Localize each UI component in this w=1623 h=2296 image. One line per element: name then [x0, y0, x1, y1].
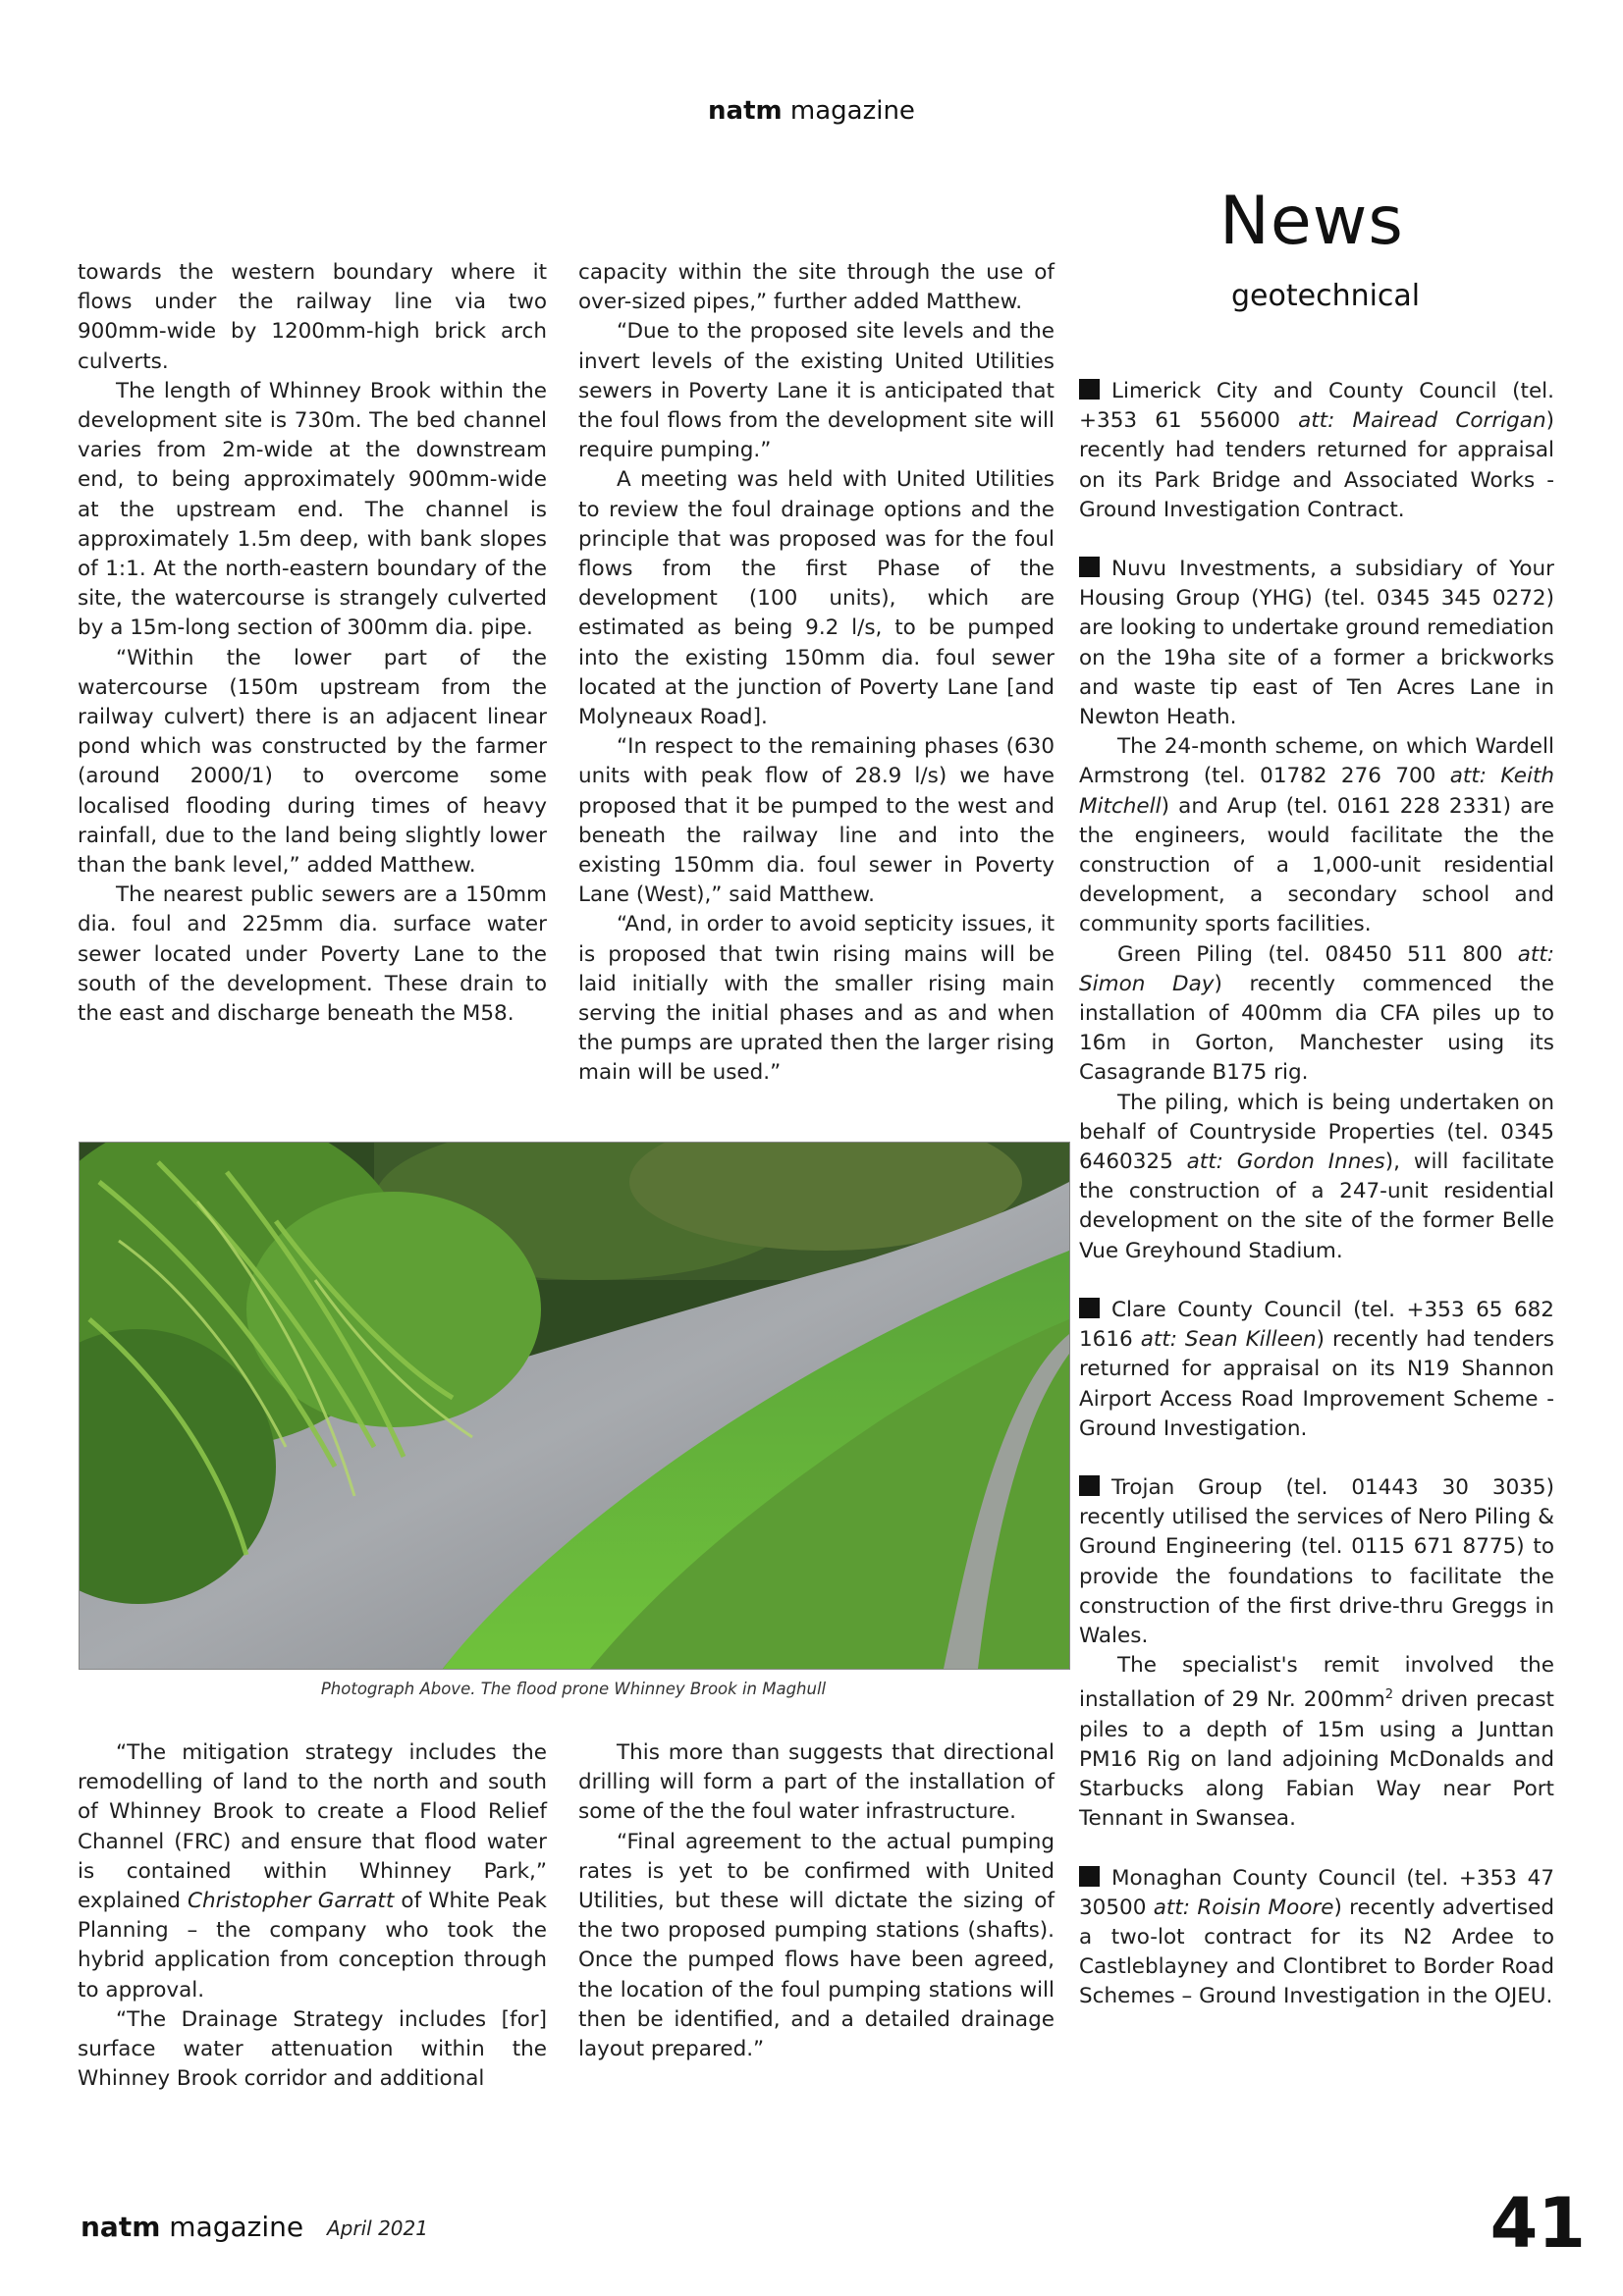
- contact-name: att: Sean Killeen: [1140, 1327, 1317, 1353]
- article-paragraph: The nearest public sewers are a 150mm dia. foul and 225mm dia. surface water sewer located under Poverty Lane to the south of the development. These drain to the east and discharge beneath the M58.: [78, 882, 547, 1027]
- square-bullet-icon: [1079, 1866, 1100, 1887]
- contact-name: att: Roisin Moore: [1153, 1895, 1334, 1920]
- news-text: driven precast piles to a depth of 15m using a Junttan PM16 Rig on land adjoining McDonalds and Starbucks along Fabian Way near Port Tennant in Swansea.: [1079, 1687, 1554, 1832]
- news-item-clare: [1079, 1296, 1554, 1444]
- contact-name: att: Gordon Innes: [1186, 1149, 1385, 1175]
- contact-name: att: Mairead Corrigan: [1298, 408, 1546, 434]
- news-text: ) recently advertised a two-lot contract for its N2 Ardee to Castleblayney and Clontibret to Border Road Schemes – Ground Investigation in the OJEU.: [1079, 1895, 1555, 2009]
- news-item-limerick: [1079, 377, 1554, 525]
- article-paragraph: towards the western boundary where it flows under the railway line via two 900mm-wide by 1200mm-high brick arch culverts.: [78, 260, 547, 374]
- article-paragraph: “The Drainage Strategy includes [for] surface water attenuation within the Whinney Brook corridor and additional: [78, 2006, 547, 2092]
- contact-name: att: Simon Day: [1079, 941, 1554, 996]
- news-text: ), will facilitate the construction of a 247-unit residential development on the site of the former Belle Vue Greyhound Stadium.: [1079, 1149, 1554, 1263]
- news-text: The piling, which is being undertaken on behalf of Countryside Properties (tel. 0345 6460325: [1079, 1090, 1554, 1175]
- news-text: Limerick City and County Council (tel. +353 61 556000: [1079, 379, 1554, 434]
- quote-text: of White Peak Planning – the company who took the hybrid application from conception through to approval.: [78, 1889, 548, 2002]
- news-item-trojan: [1079, 1473, 1554, 1651]
- article-paragraph: capacity within the site through the use of over-sized pipes,” further added Matthew.: [578, 260, 1055, 315]
- article-paragraph: “Due to the proposed site levels and the invert levels of the existing United Utilities sewers in Poverty Lane it is anticipated that the foul flows from the development site will require pumping.”: [578, 319, 1055, 463]
- masthead-brand-bold: natm: [708, 96, 783, 126]
- issue-date: April 2021: [327, 2216, 428, 2240]
- whinney-brook-photo: [79, 1142, 1070, 1670]
- article-paragraph: “And, in order to avoid septicity issues, it is proposed that twin rising mains will be laid initially with the smaller rising main serving the initial phases and as and when the pumps are uprated then the larger rising main will be used.”: [578, 912, 1055, 1086]
- square-bullet-icon: [1079, 557, 1100, 577]
- news-text: ) recently commenced the installation of 400mm dia CFA piles up to 16m in Gorton, Manchester using its Casagrande B175 rig.: [1079, 971, 1554, 1086]
- news-item-specialist: [1079, 1651, 1554, 1834]
- masthead: [0, 96, 1623, 126]
- footer-brand: [81, 2211, 303, 2243]
- news-text: The 24-month scheme, on which Wardell Armstrong (tel. 01782 276 700: [1079, 734, 1554, 789]
- square-bullet-icon: [1079, 1475, 1100, 1496]
- square-bullet-icon: [1079, 1298, 1100, 1318]
- article-column-1: [78, 258, 547, 1029]
- page-number: 41: [1489, 2183, 1586, 2264]
- news-text: Nuvu Investments, a subsidiary of Your Housing Group (YHG) (tel. 0345 345 0272) are looking to undertake ground remediation on the 19ha site of a former a brickworks and waste tip east of Ten Acres Lane in Newton Heath.: [1079, 557, 1554, 730]
- article-column-2-bottom: [578, 1738, 1055, 2064]
- news-text: ) and Arup (tel. 0161 228 2331) are the engineers, would facilitate the the construction of a 1,000-unit residential development, a secondary school and community sports facilities.: [1079, 793, 1554, 937]
- section-title: News: [1219, 183, 1404, 260]
- article-paragraph: “In respect to the remaining phases (630 units with peak flow of 28.9 l/s) we have proposed that it be pumped to the west and beneath the railway line and into the existing 150mm dia. foul sewer in Poverty Lane (West),” said Matthew.: [578, 734, 1055, 908]
- news-item-monaghan: [1079, 1864, 1554, 2012]
- news-text: Monaghan County Council (tel. +353 47 30500: [1079, 1865, 1554, 1920]
- article-paragraph: [78, 1738, 547, 2005]
- article-paragraph: This more than suggests that directional drilling will form a part of the installation of some of the the foul water infrastructure.: [578, 1740, 1055, 1825]
- masthead-brand-rest: magazine: [782, 96, 915, 126]
- footer-brand-rest: magazine: [160, 2211, 304, 2243]
- contact-name: att: Keith Mitchell: [1079, 764, 1554, 819]
- news-text: Clare County Council (tel. +353 65 682 1616: [1079, 1297, 1554, 1353]
- news-text: ) recently had tenders returned for appraisal on its Park Bridge and Associated Works - Ground Investigation Contract.: [1079, 408, 1554, 522]
- person-name: Christopher Garratt: [188, 1889, 395, 1914]
- footer-brand-bold: natm: [81, 2211, 161, 2243]
- section-subtitle: geotechnical: [1231, 279, 1421, 313]
- square-bullet-icon: [1079, 379, 1100, 400]
- news-item-nuvu: [1079, 555, 1554, 732]
- news-text: The specialist's remit involved the installation of 29 Nr. 200mm: [1079, 1653, 1554, 1713]
- article-paragraph: The length of Whinney Brook within the development site is 730m. The bed channel varies from 2m-wide at the downstream end, to being approximately 900mm-wide at the upstream end. The channel is approximately 1.5m deep, with bank slopes of 1:1. At the north-eastern boundary of the site, the watercourse is strangely culverted by a 15m-long section of 300mm dia. pipe.: [78, 378, 547, 641]
- news-column: [1079, 377, 1554, 2012]
- article-paragraph: “Within the lower part of the watercourse (150m upstream from the railway culvert) there is an adjacent linear pond which was constructed by the farmer (around 2000/1) to overcome some localised flooding during times of heavy rainfall, due to the land being slightly lower than the bank level,” added Matthew.: [78, 645, 547, 879]
- article-column-2: [578, 258, 1055, 1089]
- news-text: ) recently had tenders returned for appraisal on its N19 Shannon Airport Access Road Improvement Scheme - Ground Investigation.: [1079, 1327, 1554, 1441]
- article-paragraph: “Final agreement to the actual pumping rates is yet to be confirmed with United Utilities, but these will dictate the sizing of the two proposed pumping stations (shafts). Once the pumped flows have been agreed, the location of the foul pumping stations will then be identified, and a detailed drainage layout prepared.”: [578, 1829, 1055, 2062]
- news-text: Green Piling (tel. 08450 511 800: [1117, 941, 1518, 967]
- news-item-piling: [1079, 1089, 1554, 1266]
- quote-text: “The mitigation strategy includes the remodelling of land to the north and south of Whinney Brook to create a Flood Relief Channel (FRC) and ensure that flood water is contained within Whinney Park,” explained: [78, 1740, 547, 1914]
- news-text: Trojan Group (tel. 01443 30 3035) recently utilised the services of Nero Piling & Ground Engineering (tel. 0115 671 8775) to provide the foundations to facilitate the construction of the first drive-thru Greggs in Wales.: [1079, 1474, 1554, 1648]
- article-column-1-bottom: [78, 1738, 547, 2094]
- article-paragraph: A meeting was held with United Utilities to review the foul drainage options and the principle that was proposed was for the foul flows from the first Phase of the development (100 units), which are estimated as being 9.2 l/s, to be pumped into the existing 150mm dia. foul sewer located at the junction of Poverty Lane [and Molyneaux Road].: [578, 467, 1055, 730]
- superscript: 2: [1384, 1687, 1393, 1703]
- news-item-green-piling: [1079, 940, 1554, 1089]
- news-item-scheme: [1079, 732, 1554, 939]
- photo-caption: Photograph Above. The flood prone Whinney Brook in Maghull: [320, 1680, 827, 1698]
